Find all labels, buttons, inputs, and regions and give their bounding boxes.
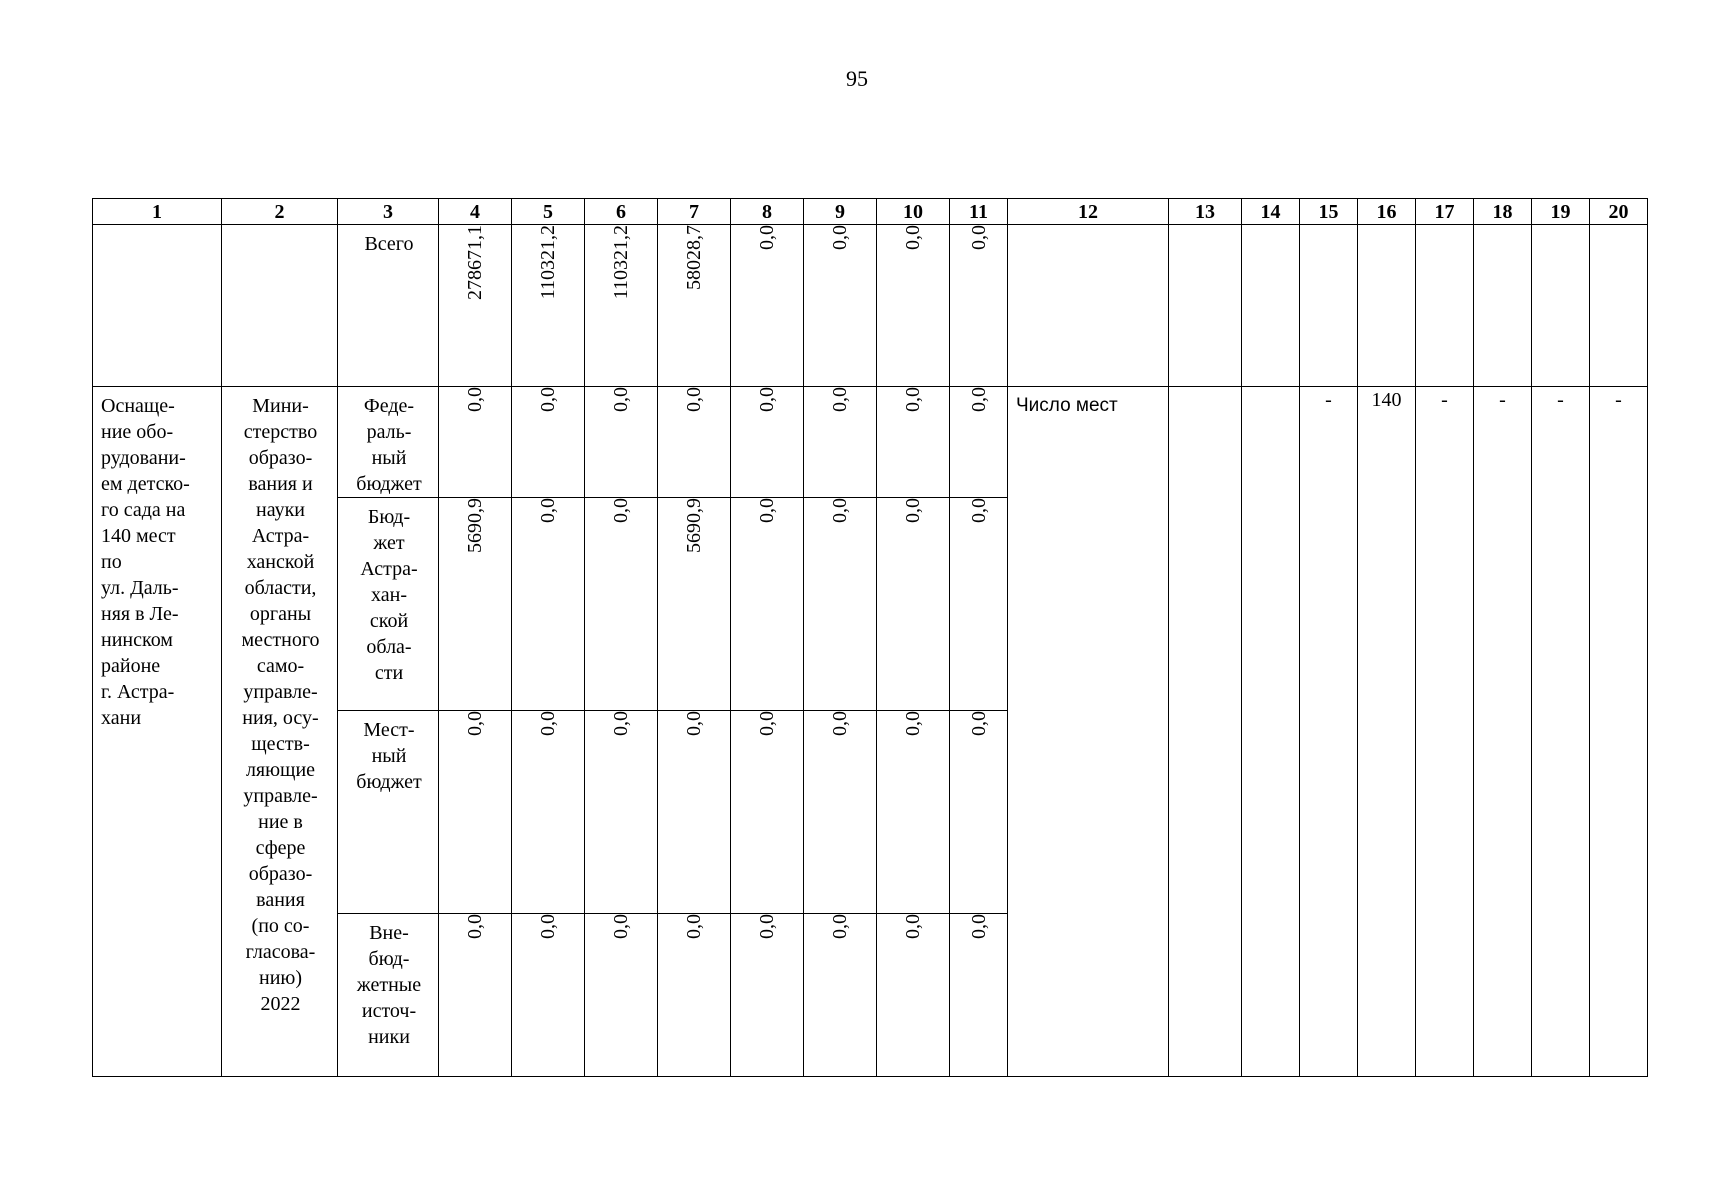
value-cell: 0,0 [756, 914, 778, 939]
column-number: 4 [439, 199, 512, 225]
source-label-total: Всего [364, 233, 414, 255]
value-cell: 0,0 [756, 498, 778, 523]
value-cell: 0,0 [464, 387, 486, 412]
page-number: 95 [846, 66, 868, 91]
value-cell: 5690,9 [683, 498, 705, 553]
column-number: 9 [804, 199, 877, 225]
source-label: Мест- ный бюджет [356, 719, 422, 793]
value-cell: 110321,2 [537, 225, 559, 300]
value-cell: 0,0 [464, 711, 486, 736]
indicator-value-17: - [1416, 387, 1474, 1077]
value-cell: 110321,2 [610, 225, 632, 300]
value-cell: 5690,9 [464, 498, 486, 553]
value-cell: 0,0 [902, 711, 924, 736]
column-number-row [93, 199, 1648, 225]
value-cell: 0,0 [610, 711, 632, 736]
value-cell: 0,0 [610, 914, 632, 939]
column-number: 14 [1242, 199, 1300, 225]
value-cell: 0,0 [967, 498, 990, 523]
column-number: 19 [1532, 199, 1590, 225]
value-cell: 0,0 [756, 711, 778, 736]
executor: Мини- стерство образо- вания и науки Астра- ханской области, органы местного само- управле- ния, осу- ществ- ляющие управле- ние в сфере образо- вания (по со- гласова- нию) 2022 [241, 395, 320, 1015]
column-number: 15 [1300, 199, 1358, 225]
column-number: 10 [877, 199, 950, 225]
column-number: 17 [1416, 199, 1474, 225]
indicator-name: Число мест [1016, 395, 1118, 416]
value-cell: 0,0 [610, 387, 632, 412]
column-number: 11 [950, 199, 1008, 225]
value-cell: 0,0 [537, 711, 559, 736]
indicator-value-15: - [1300, 387, 1358, 1077]
value-cell: 278671,1 [464, 225, 486, 300]
value-cell: 58028,7 [683, 225, 705, 290]
value-cell: 0,0 [829, 387, 851, 412]
value-cell: 0,0 [902, 498, 924, 523]
indicator-value-16: 140 [1358, 387, 1416, 1077]
value-cell: 0,0 [829, 225, 851, 250]
column-number: 3 [338, 199, 439, 225]
source-label: Феде- раль- ный бюджет [356, 395, 422, 495]
value-cell: 0,0 [683, 387, 705, 412]
column-number: 2 [222, 199, 338, 225]
source-label: Вне- бюд- жетные источ- ники [356, 922, 422, 1048]
total-row [93, 225, 1648, 387]
value-cell: 0,0 [829, 498, 851, 523]
measure-name: Оснаще- ние обо- рудовани- ем детско- го сада на 140 мест по ул. Даль- няя в Ле- нинском районе г. Астра- хани [101, 395, 190, 729]
column-number: 6 [585, 199, 658, 225]
value-cell: 0,0 [902, 387, 924, 412]
value-cell: 0,0 [967, 711, 990, 736]
value-cell: 0,0 [902, 914, 924, 939]
value-cell: 0,0 [610, 498, 632, 523]
column-number: 1 [93, 199, 222, 225]
program-table [92, 198, 1648, 1077]
value-cell: 0,0 [537, 387, 559, 412]
column-number: 7 [658, 199, 731, 225]
indicator-value-20: - [1590, 387, 1648, 1077]
column-number: 18 [1474, 199, 1532, 225]
value-cell: 0,0 [683, 711, 705, 736]
indicator-value-19: - [1532, 387, 1590, 1077]
value-cell: 0,0 [537, 498, 559, 523]
value-cell: 0,0 [902, 225, 924, 250]
value-cell: 0,0 [967, 914, 990, 939]
column-number: 12 [1008, 199, 1169, 225]
value-cell: 0,0 [683, 914, 705, 939]
column-number: 13 [1169, 199, 1242, 225]
source-label: Бюд- жет Астра- хан- ской обла- сти [360, 506, 418, 684]
value-cell: 0,0 [464, 914, 486, 939]
value-cell: 0,0 [756, 225, 778, 250]
value-cell: 0,0 [756, 387, 778, 412]
column-number: 5 [512, 199, 585, 225]
value-cell: 0,0 [967, 387, 990, 412]
value-cell: 0,0 [829, 914, 851, 939]
column-number: 20 [1590, 199, 1648, 225]
value-cell: 0,0 [829, 711, 851, 736]
column-number: 16 [1358, 199, 1416, 225]
value-cell: 0,0 [967, 225, 990, 250]
column-number: 8 [731, 199, 804, 225]
value-cell: 0,0 [537, 914, 559, 939]
federal-budget-row [93, 387, 1648, 498]
indicator-value-18: - [1474, 387, 1532, 1077]
